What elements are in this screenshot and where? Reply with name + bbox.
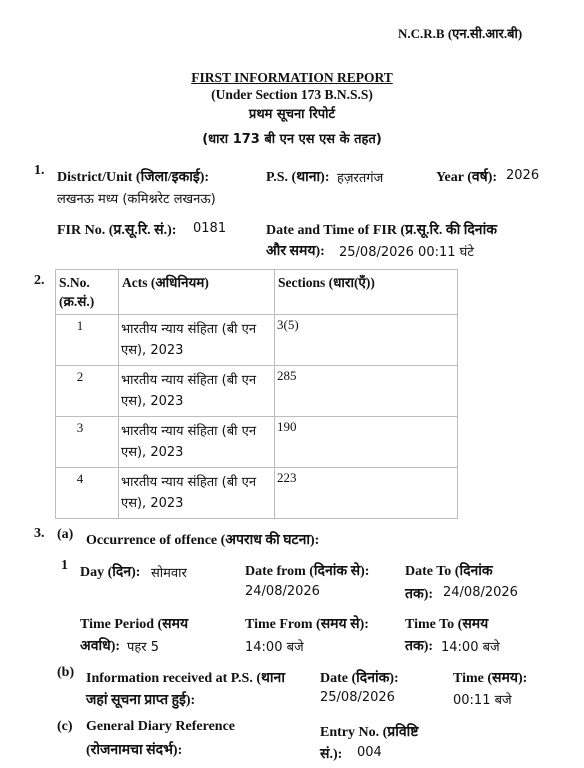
- date-to-label-2: तक):: [405, 587, 434, 602]
- day-value: सोमवार: [151, 566, 187, 581]
- sno-value: 4: [76, 471, 84, 486]
- acts-sections-table: [55, 269, 458, 519]
- report-subtitle: (Under Section 173 B.N.S.S): [211, 87, 373, 102]
- sno-header-cell: [56, 270, 119, 315]
- date-from-value: 24/08/2026: [245, 584, 320, 599]
- info-time-label: Time (समय):: [453, 671, 528, 686]
- sno-value: 3: [76, 420, 84, 435]
- entry-no-label-2: सं.):: [320, 747, 343, 762]
- info-received-label: Information received at P.S. (थाना: [86, 671, 285, 686]
- time-from-value: 14:00 बजे: [245, 640, 304, 655]
- section-value: 285: [277, 368, 297, 383]
- section-cell: [275, 366, 458, 417]
- entry-no-label: Entry No. (प्रविष्टि: [320, 725, 419, 740]
- ps-value: हज़रतगंज: [337, 171, 384, 186]
- occurrence-item-number: 1: [61, 558, 68, 573]
- district-value: लखनऊ मध्य (कमिश्नरेट लखनऊ): [57, 192, 216, 207]
- table-row: [56, 468, 458, 519]
- info-time-value: 00:11 बजे: [453, 693, 512, 708]
- general-diary-label: General Diary Reference: [86, 719, 236, 734]
- section-cell: [275, 315, 458, 366]
- time-to-value: 14:00 बजे: [441, 640, 500, 655]
- acts-header-cell: [119, 270, 275, 315]
- table-row: [56, 315, 458, 366]
- act-cell: [119, 366, 275, 417]
- report-title-hindi: प्रथम सूचना रिपोर्ट: [248, 107, 336, 122]
- acts-header: Acts (अधिनियम): [122, 275, 209, 290]
- sections-header: Sections (धारा(एँ)): [278, 275, 375, 290]
- act-value: भारतीय न्याय संहिता (बी एन एस), 2023: [121, 322, 257, 358]
- time-period-value: पहर 5: [127, 640, 160, 655]
- date-from-label: Date from (दिनांक से):: [245, 564, 370, 579]
- date-to-value: 24/08/2026: [443, 585, 518, 600]
- subsection-b-marker: (b): [57, 665, 75, 680]
- time-to-label: Time To (समय: [405, 617, 489, 632]
- fir-datetime-label-2: और समय):: [266, 244, 325, 259]
- section-1-number: 1.: [34, 163, 45, 178]
- district-label: District/Unit (जिला/इकाई):: [57, 170, 210, 185]
- ncrb-header: N.C.R.B (एन.सी.आर.बी): [398, 26, 523, 41]
- subsection-a-marker: (a): [57, 527, 74, 542]
- ps-label: P.S. (थाना):: [266, 170, 330, 185]
- sno-cell: [56, 417, 119, 468]
- occurrence-label: Occurrence of offence (अपराध की घटना):: [86, 533, 320, 548]
- date-to-label: Date To (दिनांक: [405, 564, 493, 579]
- time-period-label-2: अवधि):: [80, 639, 121, 654]
- fir-datetime-label: Date and Time of FIR (प्र.सू.रि. की दिनांक: [266, 223, 497, 238]
- table-row: [56, 366, 458, 417]
- act-cell: [119, 417, 275, 468]
- table-header-row: [56, 270, 458, 315]
- table-row: [56, 417, 458, 468]
- section-value: 190: [277, 419, 297, 434]
- time-from-label: Time From (समय से):: [245, 617, 369, 632]
- act-value: भारतीय न्याय संहिता (बी एन एस), 2023: [121, 424, 257, 460]
- subsection-c-marker: (c): [57, 719, 73, 734]
- section-3-number: 3.: [34, 526, 45, 541]
- sno-cell: [56, 315, 119, 366]
- day-label: Day (दिन):: [80, 565, 141, 580]
- entry-no-value: 004: [357, 745, 382, 760]
- sno-cell: [56, 366, 119, 417]
- time-period-label: Time Period (समय: [80, 617, 189, 632]
- sno-cell: [56, 468, 119, 519]
- info-date-value: 25/08/2026: [320, 690, 395, 705]
- section-value: 3(5): [277, 317, 299, 332]
- sno-header: [56, 270, 118, 314]
- year-value: 2026: [506, 168, 540, 183]
- act-cell: [119, 468, 275, 519]
- section-2-number: 2.: [34, 273, 45, 288]
- fir-datetime-value: 25/08/2026 00:11 घंटे: [339, 245, 474, 260]
- general-diary-label-2: (रोजनामचा संदर्भ):: [86, 743, 183, 758]
- info-date-label: Date (दिनांक):: [320, 671, 399, 686]
- report-title: FIRST INFORMATION REPORT: [191, 70, 393, 85]
- fir-no-label: FIR No. (प्र.सू.रि. सं.):: [57, 223, 177, 238]
- act-value: भारतीय न्याय संहिता (बी एन एस), 2023: [121, 373, 257, 409]
- year-label: Year (वर्ष):: [436, 170, 498, 185]
- act-cell: [119, 315, 275, 366]
- section-value: 223: [277, 470, 297, 485]
- sno-header-en: S.No.: [59, 275, 90, 290]
- section-cell: [275, 468, 458, 519]
- report-subtitle-hindi: (धारा 173 बी एन एस एस के तहत): [202, 132, 382, 147]
- act-value: भारतीय न्याय संहिता (बी एन एस), 2023: [121, 475, 257, 511]
- info-received-label-2: जहां सूचना प्राप्त हुई):: [86, 693, 196, 708]
- sno-header-hi: (क्र.सं.): [59, 294, 95, 309]
- sno-value: 2: [76, 369, 84, 384]
- fir-no-value: 0181: [193, 221, 227, 236]
- time-to-label-2: तक):: [405, 639, 434, 654]
- sections-header-cell: [275, 270, 458, 315]
- sno-value: 1: [76, 318, 84, 333]
- section-cell: [275, 417, 458, 468]
